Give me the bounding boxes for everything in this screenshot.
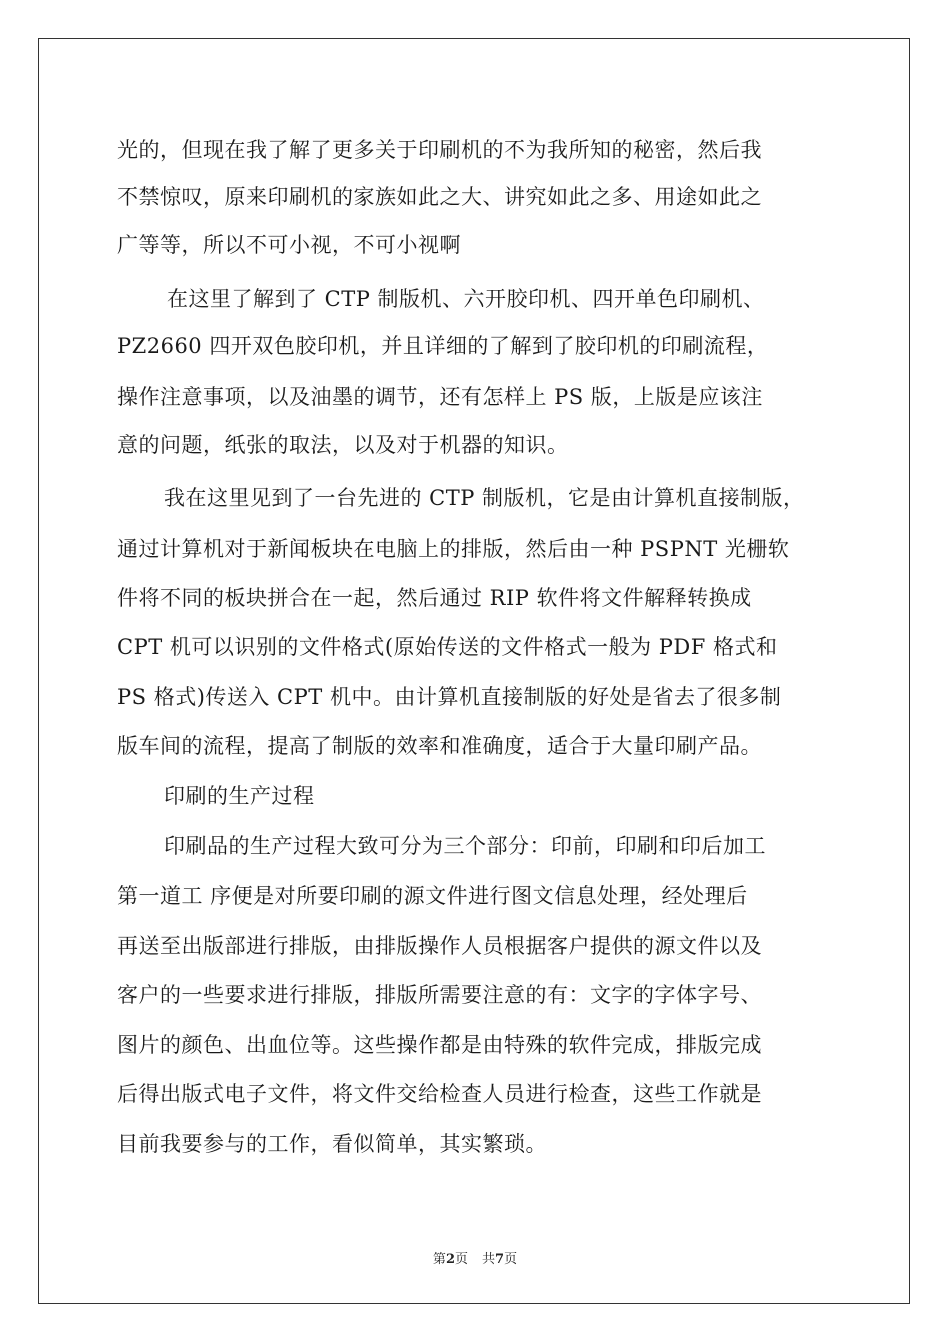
text-line: 后得出版式电子文件，将文件交给检查人员进行检查，这些工作就是 bbox=[117, 1082, 762, 1106]
text-line: 图片的颜色、出血位等。这些操作都是由特殊的软件完成，排版完成 bbox=[117, 1033, 762, 1057]
page-border bbox=[38, 38, 910, 1304]
total-page-count: 7 bbox=[495, 1252, 505, 1267]
page-prefix: 第 bbox=[432, 1252, 446, 1267]
text-line: 光的，但现在我了解了更多关于印刷机的不为我所知的秘密，然后我 bbox=[117, 138, 762, 162]
text-line: 通过计算机对于新闻板块在电脑上的排版，然后由一种 PSPNT 光栅软 bbox=[117, 537, 790, 561]
text-line: CPT 机可以识别的文件格式(原始传送的文件格式一般为 PDF 格式和 bbox=[117, 635, 778, 659]
text-line: 印刷品的生产过程大致可分为三个部分：印前，印刷和印后加工 bbox=[164, 834, 766, 858]
total-prefix: 共 bbox=[482, 1252, 496, 1267]
text-line: PS 格式)传送入 CPT 机中。由计算机直接制版的好处是省去了很多制 bbox=[117, 685, 782, 709]
text-line: 不禁惊叹，原来印刷机的家族如此之大、讲究如此之多、用途如此之 bbox=[117, 185, 762, 209]
page-suffix: 页 bbox=[454, 1252, 468, 1267]
current-page-number: 2 bbox=[445, 1252, 455, 1267]
text-line: 我在这里见到了一台先进的 CTP 制版机，它是由计算机直接制版， bbox=[164, 486, 805, 510]
page-footer bbox=[0, 1248, 950, 1267]
text-line: 目前我要参与的工作，看似简单，其实繁琐。 bbox=[117, 1132, 547, 1156]
text-line: 在这里了解到了 CTP 制版机、六开胶印机、四开单色印刷机、 bbox=[167, 287, 765, 311]
text-line: 再送至出版部进行排版，由排版操作人员根据客户提供的源文件以及 bbox=[117, 934, 762, 958]
text-line: 件将不同的板块拼合在一起，然后通过 RIP 软件将文件解释转换成 bbox=[117, 586, 752, 610]
text-line: PZ2660 四开双色胶印机，并且详细的了解到了胶印机的印刷流程， bbox=[117, 334, 769, 358]
text-line: 版车间的流程，提高了制版的效率和准确度，适合于大量印刷产品。 bbox=[117, 734, 762, 758]
text-line: 意的问题，纸张的取法，以及对于机器的知识。 bbox=[117, 433, 569, 457]
text-line: 第一道工 序便是对所要印刷的源文件进行图文信息处理，经处理后 bbox=[117, 884, 748, 908]
text-line: 操作注意事项，以及油墨的调节，还有怎样上 PS 版，上版是应该注 bbox=[117, 385, 763, 409]
text-line: 客户的一些要求进行排版，排版所需要注意的有：文字的字体字号、 bbox=[117, 983, 762, 1007]
section-heading: 印刷的生产过程 bbox=[164, 784, 315, 808]
total-suffix: 页 bbox=[504, 1252, 518, 1267]
text-line: 广等等，所以不可小视，不可小视啊 bbox=[117, 233, 461, 257]
